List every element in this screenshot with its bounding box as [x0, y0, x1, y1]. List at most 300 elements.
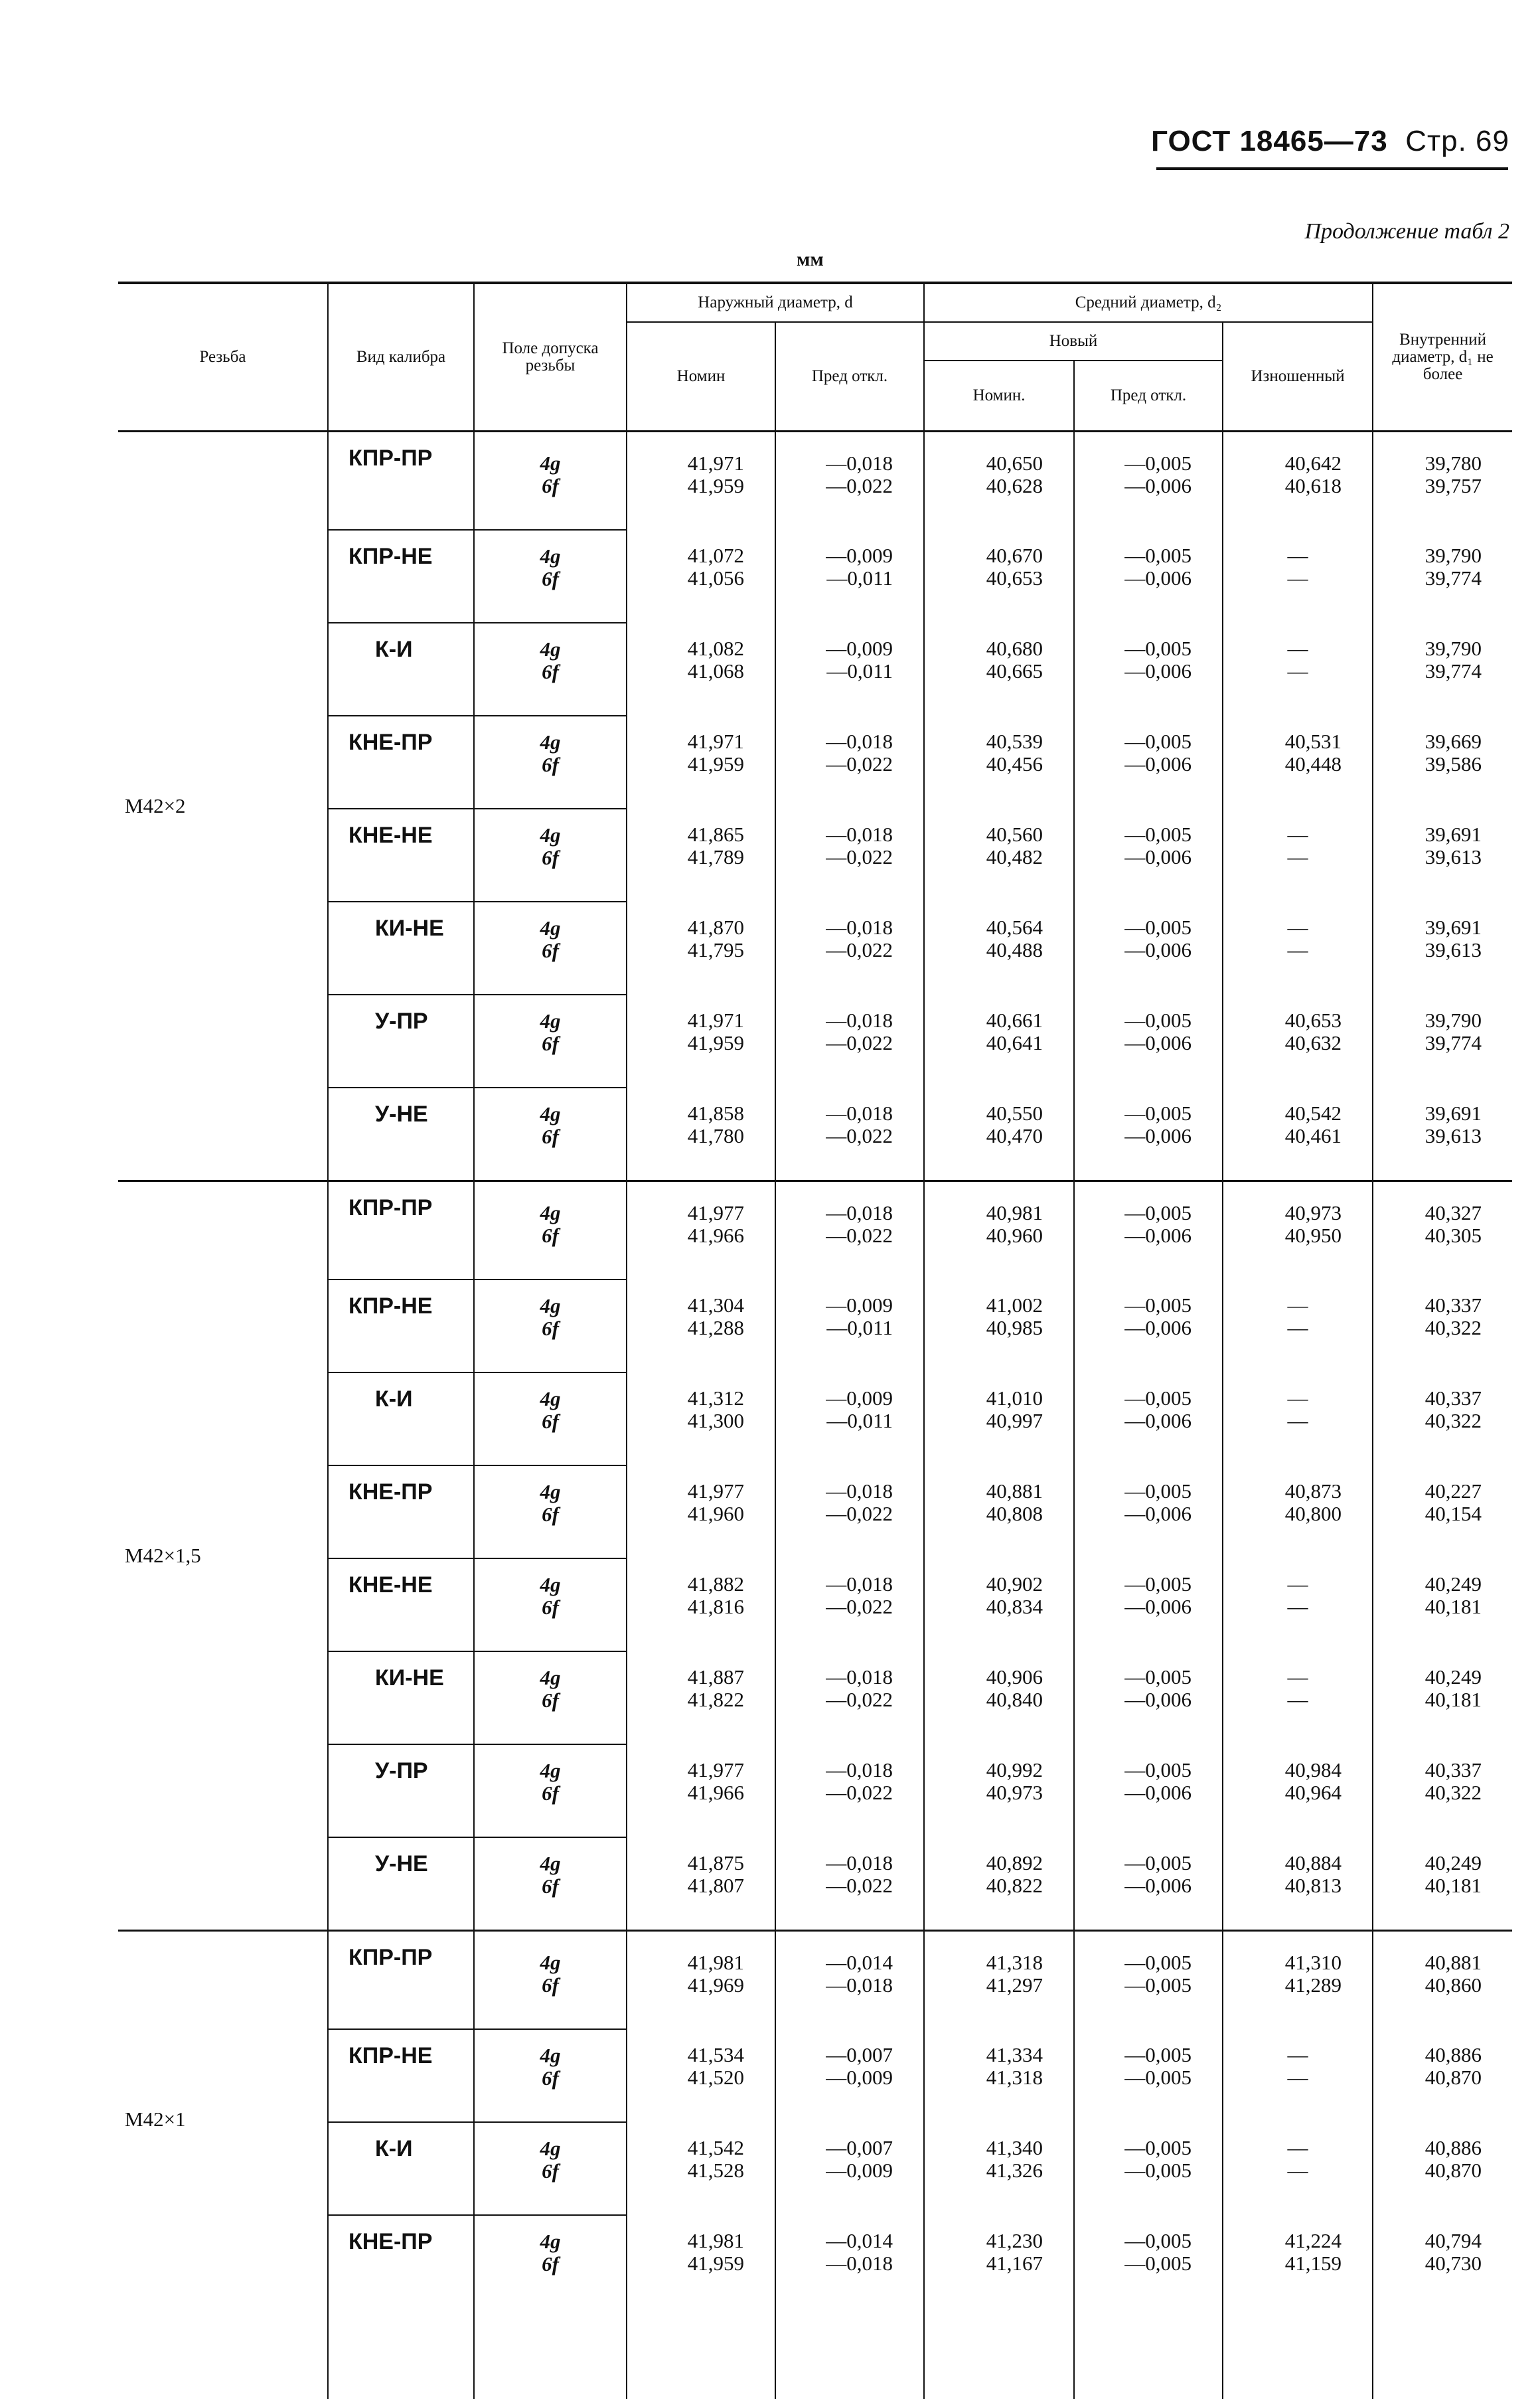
- mean-nominal-cell-value: 40,973: [927, 1781, 1043, 1804]
- outer-nominal-cell: [627, 623, 775, 716]
- gauge-type-cell: КПР-ПР: [328, 1181, 474, 1280]
- mean-nominal-cell-value: 40,834: [927, 1596, 1043, 1618]
- mean-nominal-cell-value: 40,985: [927, 1317, 1043, 1339]
- worn-cell-value: 40,813: [1226, 1874, 1342, 1897]
- tolerance-cell-value: 4g: [477, 917, 623, 940]
- tolerance-cell: [474, 716, 627, 809]
- mean-nominal-cell-value: 40,892: [927, 1852, 1043, 1874]
- outer-nominal-cell: [627, 2122, 775, 2215]
- mean-deviation-cell-value: —0,005: [1077, 1102, 1192, 1125]
- worn-cell: [1223, 2215, 1373, 2307]
- mean-nominal-cell: [924, 809, 1074, 902]
- mean-nominal-cell: [924, 2122, 1074, 2215]
- tolerance-cell-value: 4g: [477, 1388, 623, 1410]
- outer-deviation-cell: [775, 1280, 924, 1372]
- outer-nominal-cell: [627, 2215, 775, 2307]
- tolerance-cell-value: 4g: [477, 824, 623, 847]
- worn-cell-value: —: [1226, 1573, 1369, 1596]
- outer-deviation-cell-value: —0,018: [779, 1852, 893, 1874]
- outer-deviation-cell-value: —0,018: [779, 1974, 893, 1997]
- inner-diameter-cell-value: 39,774: [1376, 1032, 1482, 1054]
- inner-diameter-cell: [1373, 1088, 1512, 1181]
- mean-deviation-cell: [1074, 1837, 1223, 1931]
- tolerance-cell: [474, 2029, 627, 2122]
- worn-cell: [1223, 1931, 1373, 2030]
- tolerance-cell: [474, 432, 627, 531]
- mean-nominal-cell-value: 40,564: [927, 916, 1043, 939]
- outer-deviation-cell-value: —0,018: [779, 452, 893, 475]
- gauge-table: [118, 282, 1512, 2399]
- mean-nominal-cell: [924, 1088, 1074, 1181]
- inner-diameter-cell-value: 40,794: [1376, 2230, 1482, 2252]
- col-gauge-type: Вид калибра: [328, 283, 474, 432]
- tolerance-cell-value: 6f: [477, 847, 623, 869]
- mean-deviation-cell-value: —0,005: [1077, 2252, 1192, 2275]
- outer-deviation-cell-value: —0,018: [779, 823, 893, 846]
- tolerance-cell: [474, 1744, 627, 1837]
- tolerance-cell-value: 6f: [477, 1782, 623, 1805]
- worn-cell: [1223, 530, 1373, 623]
- mean-nominal-cell-value: 40,822: [927, 1874, 1043, 1897]
- worn-cell-value: —: [1226, 1596, 1369, 1618]
- outer-nominal-cell-value: 41,887: [630, 1666, 744, 1689]
- inner-diameter-cell: [1373, 1558, 1512, 1651]
- worn-cell-value: 40,461: [1226, 1125, 1342, 1147]
- outer-deviation-cell-value: —0,014: [779, 2230, 893, 2252]
- worn-cell-value: —: [1226, 660, 1369, 683]
- mean-nominal-cell-value: 41,230: [927, 2230, 1043, 2252]
- worn-cell: [1223, 1181, 1373, 1280]
- worn-cell-value: 40,800: [1226, 1503, 1342, 1525]
- tolerance-cell-value: 6f: [477, 1875, 623, 1898]
- outer-deviation-cell-value: —0,018: [779, 1573, 893, 1596]
- outer-nominal-cell: [627, 1744, 775, 1837]
- worn-cell-value: 40,973: [1226, 1202, 1342, 1224]
- worn-cell-value: —: [1226, 1317, 1369, 1339]
- tolerance-cell-value: 4g: [477, 1481, 623, 1503]
- col-new: Новый: [924, 322, 1223, 361]
- mean-nominal-cell-value: 40,456: [927, 753, 1043, 776]
- inner-diameter-cell-value: 39,774: [1376, 567, 1482, 590]
- tolerance-cell-value: 4g: [477, 2137, 623, 2160]
- mean-deviation-cell-value: —0,005: [1077, 730, 1192, 753]
- table-header: [118, 283, 1512, 432]
- mean-nominal-cell-value: 40,840: [927, 1689, 1043, 1711]
- tail-cell: [1373, 2307, 1512, 2399]
- inner-diameter-cell: [1373, 623, 1512, 716]
- outer-nominal-cell-value: 41,882: [630, 1573, 744, 1596]
- table-row: [118, 1181, 1512, 1280]
- gauge-type-cell: К-И: [328, 2122, 474, 2215]
- tolerance-cell: [474, 2122, 627, 2215]
- mean-deviation-cell-value: —0,006: [1077, 660, 1192, 683]
- mean-nominal-cell-value: 40,628: [927, 475, 1043, 497]
- inner-diameter-cell-value: 40,870: [1376, 2159, 1482, 2182]
- outer-nominal-cell: [627, 995, 775, 1088]
- worn-cell-value: 41,289: [1226, 1974, 1342, 1997]
- worn-cell-value: —: [1226, 1410, 1369, 1432]
- mean-deviation-cell: [1074, 1280, 1223, 1372]
- mean-nominal-cell-value: 40,881: [927, 1480, 1043, 1503]
- worn-cell: [1223, 1837, 1373, 1931]
- worn-cell: [1223, 432, 1373, 531]
- outer-nominal-cell-value: 41,981: [630, 2230, 744, 2252]
- outer-deviation-cell: [775, 1181, 924, 1280]
- inner-diameter-cell-value: 39,586: [1376, 753, 1482, 776]
- tail-cell: [474, 2307, 627, 2399]
- worn-cell-value: 40,950: [1226, 1224, 1342, 1247]
- tolerance-cell: [474, 1280, 627, 1372]
- inner-diameter-cell: [1373, 1931, 1512, 2030]
- inner-diameter-cell-value: 40,337: [1376, 1387, 1482, 1410]
- inner-diameter-cell-value: 40,305: [1376, 1224, 1482, 1247]
- mean-nominal-cell: [924, 1372, 1074, 1465]
- outer-nominal-cell-value: 41,056: [630, 567, 744, 590]
- mean-deviation-cell-value: —0,006: [1077, 939, 1192, 961]
- outer-nominal-cell-value: 41,822: [630, 1689, 744, 1711]
- mean-nominal-cell-value: 40,808: [927, 1503, 1043, 1525]
- tolerance-cell-value: 4g: [477, 1202, 623, 1224]
- outer-deviation-cell-value: —0,007: [779, 2137, 893, 2159]
- mean-nominal-cell-value: 41,002: [927, 1294, 1043, 1317]
- mean-deviation-cell-value: —0,005: [1077, 1294, 1192, 1317]
- outer-nominal-cell: [627, 809, 775, 902]
- gauge-type-cell: КПР-ПР: [328, 432, 474, 531]
- outer-nominal-cell-value: 41,858: [630, 1102, 744, 1125]
- outer-deviation-cell-value: —0,009: [779, 2159, 893, 2182]
- outer-nominal-cell-value: 41,312: [630, 1387, 744, 1410]
- worn-cell-value: 40,964: [1226, 1781, 1342, 1804]
- inner-diameter-cell-value: 40,337: [1376, 1759, 1482, 1781]
- outer-nominal-cell: [627, 432, 775, 531]
- mean-deviation-cell-value: —0,005: [1077, 544, 1192, 567]
- outer-deviation-cell-value: —0,011: [779, 1317, 893, 1339]
- unit-label: мм: [797, 248, 824, 271]
- inner-diameter-cell-value: 39,613: [1376, 939, 1482, 961]
- col-worn: Изношенный: [1223, 322, 1373, 432]
- tolerance-cell-value: 4g: [477, 545, 623, 568]
- outer-nominal-cell: [627, 902, 775, 995]
- outer-deviation-cell-value: —0,018: [779, 2252, 893, 2275]
- worn-cell-value: —: [1226, 567, 1369, 590]
- tolerance-cell-value: 4g: [477, 2044, 623, 2067]
- gauge-type-cell: КНЕ-НЕ: [328, 1558, 474, 1651]
- inner-diameter-cell-value: 39,691: [1376, 823, 1482, 846]
- outer-deviation-cell: [775, 2122, 924, 2215]
- outer-nominal-cell: [627, 1088, 775, 1181]
- mean-deviation-cell: [1074, 623, 1223, 716]
- inner-diameter-cell: [1373, 1181, 1512, 1280]
- outer-nominal-cell-value: 41,520: [630, 2066, 744, 2089]
- tolerance-cell-value: 6f: [477, 1503, 623, 1526]
- outer-nominal-cell-value: 41,969: [630, 1974, 744, 1997]
- outer-deviation-cell-value: —0,022: [779, 1032, 893, 1054]
- mean-nominal-cell-value: 41,340: [927, 2137, 1043, 2159]
- tolerance-cell: [474, 1465, 627, 1558]
- mean-deviation-cell-value: —0,005: [1077, 1951, 1192, 1974]
- mean-nominal-cell-value: 40,906: [927, 1666, 1043, 1689]
- tail-cell: [924, 2307, 1074, 2399]
- tolerance-cell-value: 4g: [477, 452, 623, 475]
- gauge-type-cell: К-И: [328, 623, 474, 716]
- outer-nominal-cell-value: 41,795: [630, 939, 744, 961]
- mean-nominal-cell: [924, 995, 1074, 1088]
- mean-deviation-cell: [1074, 2215, 1223, 2307]
- outer-deviation-cell-value: —0,009: [779, 544, 893, 567]
- tolerance-cell: [474, 1837, 627, 1931]
- outer-deviation-cell-value: —0,007: [779, 2044, 893, 2066]
- outer-deviation-cell-value: —0,018: [779, 1480, 893, 1503]
- worn-cell-value: 41,159: [1226, 2252, 1342, 2275]
- tolerance-cell: [474, 902, 627, 995]
- worn-cell-value: 41,224: [1226, 2230, 1342, 2252]
- mean-deviation-cell: [1074, 2122, 1223, 2215]
- mean-deviation-cell: [1074, 809, 1223, 902]
- worn-cell: [1223, 623, 1373, 716]
- outer-deviation-cell-value: —0,009: [779, 2066, 893, 2089]
- tolerance-cell-value: 4g: [477, 1951, 623, 1974]
- tolerance-cell: [474, 809, 627, 902]
- outer-nominal-cell-value: 41,780: [630, 1125, 744, 1147]
- outer-nominal-cell-value: 41,875: [630, 1852, 744, 1874]
- tolerance-cell-value: 6f: [477, 1317, 623, 1340]
- worn-cell-value: 41,310: [1226, 1951, 1342, 1974]
- worn-cell: [1223, 1744, 1373, 1837]
- inner-diameter-cell: [1373, 1651, 1512, 1744]
- tail-cell: [775, 2307, 924, 2399]
- mean-deviation-cell-value: —0,006: [1077, 1032, 1192, 1054]
- thread-label: M42×1: [118, 1931, 328, 2308]
- mean-deviation-cell: [1074, 2029, 1223, 2122]
- gauge-type-cell: КПР-ПР: [328, 1931, 474, 2030]
- tolerance-cell: [474, 530, 627, 623]
- outer-deviation-cell: [775, 1088, 924, 1181]
- mean-nominal-cell-value: 40,470: [927, 1125, 1043, 1147]
- gauge-type-cell: У-ПР: [328, 995, 474, 1088]
- gauge-type-cell: КНЕ-ПР: [328, 716, 474, 809]
- tolerance-cell-value: 6f: [477, 940, 623, 962]
- tolerance-cell-value: 4g: [477, 1295, 623, 1317]
- outer-nominal-cell: [627, 1372, 775, 1465]
- outer-nominal-cell: [627, 1465, 775, 1558]
- inner-diameter-cell-value: 39,613: [1376, 846, 1482, 869]
- inner-diameter-cell-value: 40,870: [1376, 2066, 1482, 2089]
- inner-diameter-cell-value: 40,181: [1376, 1689, 1482, 1711]
- worn-cell-value: 40,542: [1226, 1102, 1342, 1125]
- tolerance-cell-value: 6f: [477, 754, 623, 776]
- tolerance-cell-value: 4g: [477, 638, 623, 661]
- mean-nominal-cell: [924, 1931, 1074, 2030]
- outer-deviation-cell: [775, 1465, 924, 1558]
- mean-nominal-cell: [924, 1181, 1074, 1280]
- mean-nominal-cell: [924, 432, 1074, 531]
- outer-deviation-cell-value: —0,018: [779, 1666, 893, 1689]
- inner-diameter-cell-value: 39,790: [1376, 544, 1482, 567]
- inner-diameter-cell: [1373, 432, 1512, 531]
- mean-nominal-cell-value: 41,326: [927, 2159, 1043, 2182]
- inner-diameter-cell-value: 40,154: [1376, 1503, 1482, 1525]
- tail-cell: [627, 2307, 775, 2399]
- mean-nominal-cell-value: 41,318: [927, 1951, 1043, 1974]
- mean-deviation-cell-value: —0,005: [1077, 2066, 1192, 2089]
- inner-diameter-cell: [1373, 2122, 1512, 2215]
- mean-deviation-cell-value: —0,005: [1077, 1202, 1192, 1224]
- inner-diameter-cell-value: 40,730: [1376, 2252, 1482, 2275]
- mean-nominal-cell: [924, 2215, 1074, 2307]
- outer-deviation-cell-value: —0,009: [779, 1294, 893, 1317]
- outer-deviation-cell: [775, 623, 924, 716]
- inner-diameter-cell: [1373, 1465, 1512, 1558]
- outer-deviation-cell-value: —0,018: [779, 916, 893, 939]
- tolerance-cell-value: 6f: [477, 568, 623, 590]
- inner-diameter-cell-value: 40,322: [1376, 1781, 1482, 1804]
- mean-deviation-cell-value: —0,005: [1077, 1573, 1192, 1596]
- outer-deviation-cell: [775, 1372, 924, 1465]
- gauge-type-cell: КПР-НЕ: [328, 2029, 474, 2122]
- worn-cell: [1223, 1088, 1373, 1181]
- outer-deviation-cell: [775, 1744, 924, 1837]
- outer-deviation-cell: [775, 530, 924, 623]
- mean-nominal-cell: [924, 1837, 1074, 1931]
- worn-cell-value: —: [1226, 2159, 1369, 2182]
- tolerance-cell-value: 4g: [477, 1853, 623, 1875]
- inner-diameter-cell-value: 40,327: [1376, 1202, 1482, 1224]
- mean-nominal-cell-value: 40,661: [927, 1009, 1043, 1032]
- worn-cell-value: —: [1226, 1294, 1369, 1317]
- outer-deviation-cell-value: —0,018: [779, 1759, 893, 1781]
- thread-label: M42×1,5: [118, 1181, 328, 1931]
- outer-deviation-cell: [775, 716, 924, 809]
- inner-diameter-cell-value: 40,249: [1376, 1666, 1482, 1689]
- worn-cell-value: —: [1226, 2066, 1369, 2089]
- inner-diameter-cell-value: 40,886: [1376, 2137, 1482, 2159]
- outer-deviation-cell-value: —0,018: [779, 1102, 893, 1125]
- worn-cell-value: 40,448: [1226, 753, 1342, 776]
- outer-nominal-cell-value: 41,966: [630, 1224, 744, 1247]
- mean-deviation-cell-value: —0,005: [1077, 916, 1192, 939]
- inner-diameter-cell-value: 39,757: [1376, 475, 1482, 497]
- col-mean-diameter: Средний диаметр, d₂: [924, 283, 1373, 322]
- worn-cell-value: —: [1226, 846, 1369, 869]
- outer-nominal-cell: [627, 1837, 775, 1931]
- mean-deviation-cell-value: —0,005: [1077, 1387, 1192, 1410]
- outer-deviation-cell-value: —0,022: [779, 1596, 893, 1618]
- mean-nominal-cell-value: 41,010: [927, 1387, 1043, 1410]
- col-inner-diameter: Внутренний диаметр, d₁ не более: [1373, 283, 1512, 432]
- worn-cell: [1223, 2122, 1373, 2215]
- outer-nominal-cell-value: 41,959: [630, 475, 744, 497]
- outer-nominal-cell: [627, 2029, 775, 2122]
- mean-deviation-cell-value: —0,005: [1077, 1666, 1192, 1689]
- mean-deviation-cell-value: —0,005: [1077, 823, 1192, 846]
- outer-deviation-cell: [775, 995, 924, 1088]
- tolerance-cell-value: 6f: [477, 1033, 623, 1055]
- tolerance-cell-value: 6f: [477, 661, 623, 683]
- table-body: [118, 432, 1512, 2399]
- mean-deviation-cell-value: —0,005: [1077, 2044, 1192, 2066]
- mean-deviation-cell-value: —0,006: [1077, 753, 1192, 776]
- outer-deviation-cell-value: —0,022: [779, 939, 893, 961]
- mean-deviation-cell-value: —0,006: [1077, 567, 1192, 590]
- outer-deviation-cell-value: —0,011: [779, 1410, 893, 1432]
- inner-diameter-cell: [1373, 2029, 1512, 2122]
- inner-diameter-cell: [1373, 716, 1512, 809]
- mean-deviation-cell-value: —0,006: [1077, 1689, 1192, 1711]
- inner-diameter-cell-value: 39,790: [1376, 1009, 1482, 1032]
- tolerance-cell-value: 6f: [477, 475, 623, 497]
- outer-deviation-cell-value: —0,018: [779, 1202, 893, 1224]
- mean-nominal-cell-value: 40,641: [927, 1032, 1043, 1054]
- page-header: [1151, 125, 1509, 158]
- mean-nominal-cell-value: 40,902: [927, 1573, 1043, 1596]
- gauge-type-cell: КИ-НЕ: [328, 902, 474, 995]
- mean-nominal-cell-value: 40,488: [927, 939, 1043, 961]
- mean-nominal-cell-value: 40,539: [927, 730, 1043, 753]
- mean-deviation-cell-value: —0,006: [1077, 1596, 1192, 1618]
- outer-nominal-cell-value: 41,304: [630, 1294, 744, 1317]
- worn-cell: [1223, 1280, 1373, 1372]
- mean-nominal-cell-value: 41,318: [927, 2066, 1043, 2089]
- worn-cell: [1223, 1372, 1373, 1465]
- table-row: [118, 432, 1512, 531]
- tolerance-cell-value: 6f: [477, 2253, 623, 2275]
- worn-cell-value: 40,632: [1226, 1032, 1342, 1054]
- outer-nominal-cell: [627, 1651, 775, 1744]
- worn-cell: [1223, 902, 1373, 995]
- outer-nominal-cell: [627, 1181, 775, 1280]
- outer-deviation-cell: [775, 1931, 924, 2030]
- tolerance-cell-value: 6f: [477, 1596, 623, 1619]
- worn-cell: [1223, 1558, 1373, 1651]
- col-mean-deviation: Пред откл.: [1074, 361, 1223, 432]
- outer-deviation-cell: [775, 2029, 924, 2122]
- outer-nominal-cell-value: 41,977: [630, 1480, 744, 1503]
- thread-label: M42×2: [118, 432, 328, 1181]
- tolerance-cell: [474, 1088, 627, 1181]
- worn-cell: [1223, 1651, 1373, 1744]
- inner-diameter-cell: [1373, 1372, 1512, 1465]
- outer-nominal-cell-value: 41,807: [630, 1874, 744, 1897]
- inner-diameter-cell: [1373, 530, 1512, 623]
- outer-deviation-cell-value: —0,014: [779, 1951, 893, 1974]
- mean-deviation-cell: [1074, 1651, 1223, 1744]
- outer-deviation-cell-value: —0,022: [779, 753, 893, 776]
- mean-nominal-cell-value: 41,334: [927, 2044, 1043, 2066]
- outer-deviation-cell-value: —0,018: [779, 730, 893, 753]
- inner-diameter-cell-value: 40,337: [1376, 1294, 1482, 1317]
- outer-nominal-cell-value: 41,977: [630, 1202, 744, 1224]
- gauge-type-cell: КНЕ-НЕ: [328, 809, 474, 902]
- mean-deviation-cell: [1074, 432, 1223, 531]
- mean-nominal-cell-value: 40,665: [927, 660, 1043, 683]
- outer-deviation-cell-value: —0,022: [779, 846, 893, 869]
- tolerance-cell-value: 4g: [477, 2230, 623, 2253]
- gauge-type-cell: К-И: [328, 1372, 474, 1465]
- tolerance-cell-value: 6f: [477, 1410, 623, 1433]
- mean-deviation-cell-value: —0,006: [1077, 1224, 1192, 1247]
- outer-deviation-cell: [775, 1558, 924, 1651]
- worn-cell-value: 40,531: [1226, 730, 1342, 753]
- outer-nominal-cell-value: 41,528: [630, 2159, 744, 2182]
- tolerance-cell: [474, 2215, 627, 2307]
- tolerance-cell: [474, 1558, 627, 1651]
- outer-nominal-cell-value: 41,072: [630, 544, 744, 567]
- mean-nominal-cell: [924, 1558, 1074, 1651]
- tolerance-cell-value: 6f: [477, 2067, 623, 2090]
- col-mean-nominal: Номин.: [924, 361, 1074, 432]
- outer-deviation-cell-value: —0,018: [779, 1009, 893, 1032]
- mean-nominal-cell: [924, 1651, 1074, 1744]
